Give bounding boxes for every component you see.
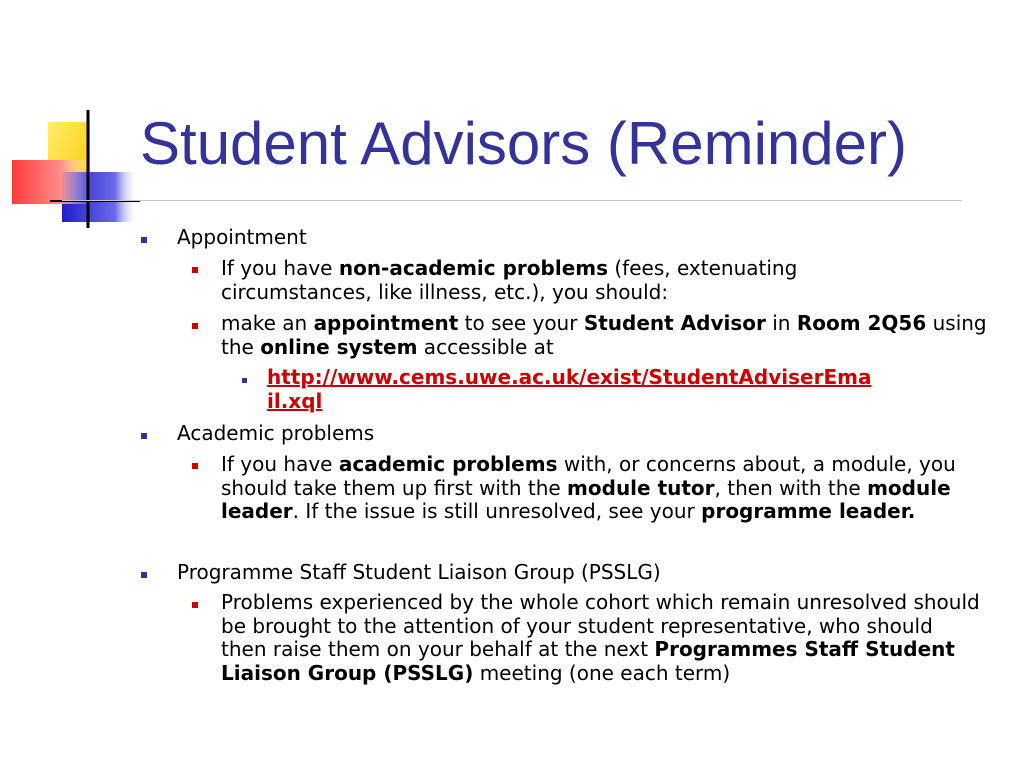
- level2-item-make-appointment: make an appointment to see your Student Advisor in Room 2Q56 using the online system accessible at: [221, 311, 987, 359]
- level1-item-academic: Academic problems: [177, 421, 375, 445]
- bullet-icon: [141, 433, 147, 439]
- level3-item-link: [267, 366, 997, 413]
- level2-item-academic-problems: If you have academic problems with, or concerns about, a module, you should take them up first with the module tutor, then with the module leader. If the issue is still unresolved, see your programme leader.: [221, 452, 956, 523]
- level1-item-appointment: Appointment: [177, 225, 307, 249]
- level2-item-non-academic: If you have non-academic problems (fees, extenuating circumstances, like illness, etc.), you should:: [221, 256, 798, 304]
- bullet-icon: [192, 323, 198, 329]
- student-adviser-link[interactable]: http://www.cems.uwe.ac.uk/exist/StudentAdviserEma: [267, 365, 872, 389]
- bullet-icon: [192, 602, 198, 608]
- level2-item-cohort-problems: Problems experienced by the whole cohort which remain unresolved should be brought to the attention of your student representative, who should then raise them on your behalf at the next Programmes Staff Student Liaison Group (PSSLG) meeting (one each term): [221, 590, 980, 685]
- bullet-icon: [192, 463, 198, 469]
- bullet-icon: [192, 267, 198, 273]
- bullet-icon: [141, 237, 147, 243]
- slide-title: Student Advisors (Reminder): [140, 110, 907, 177]
- bullet-icon: [141, 572, 147, 578]
- student-adviser-link-continued[interactable]: il.xql: [267, 388, 323, 413]
- level1-item-psslg: Programme Staff Student Liaison Group (PSSLG): [177, 560, 661, 584]
- bullet-icon: [242, 378, 247, 383]
